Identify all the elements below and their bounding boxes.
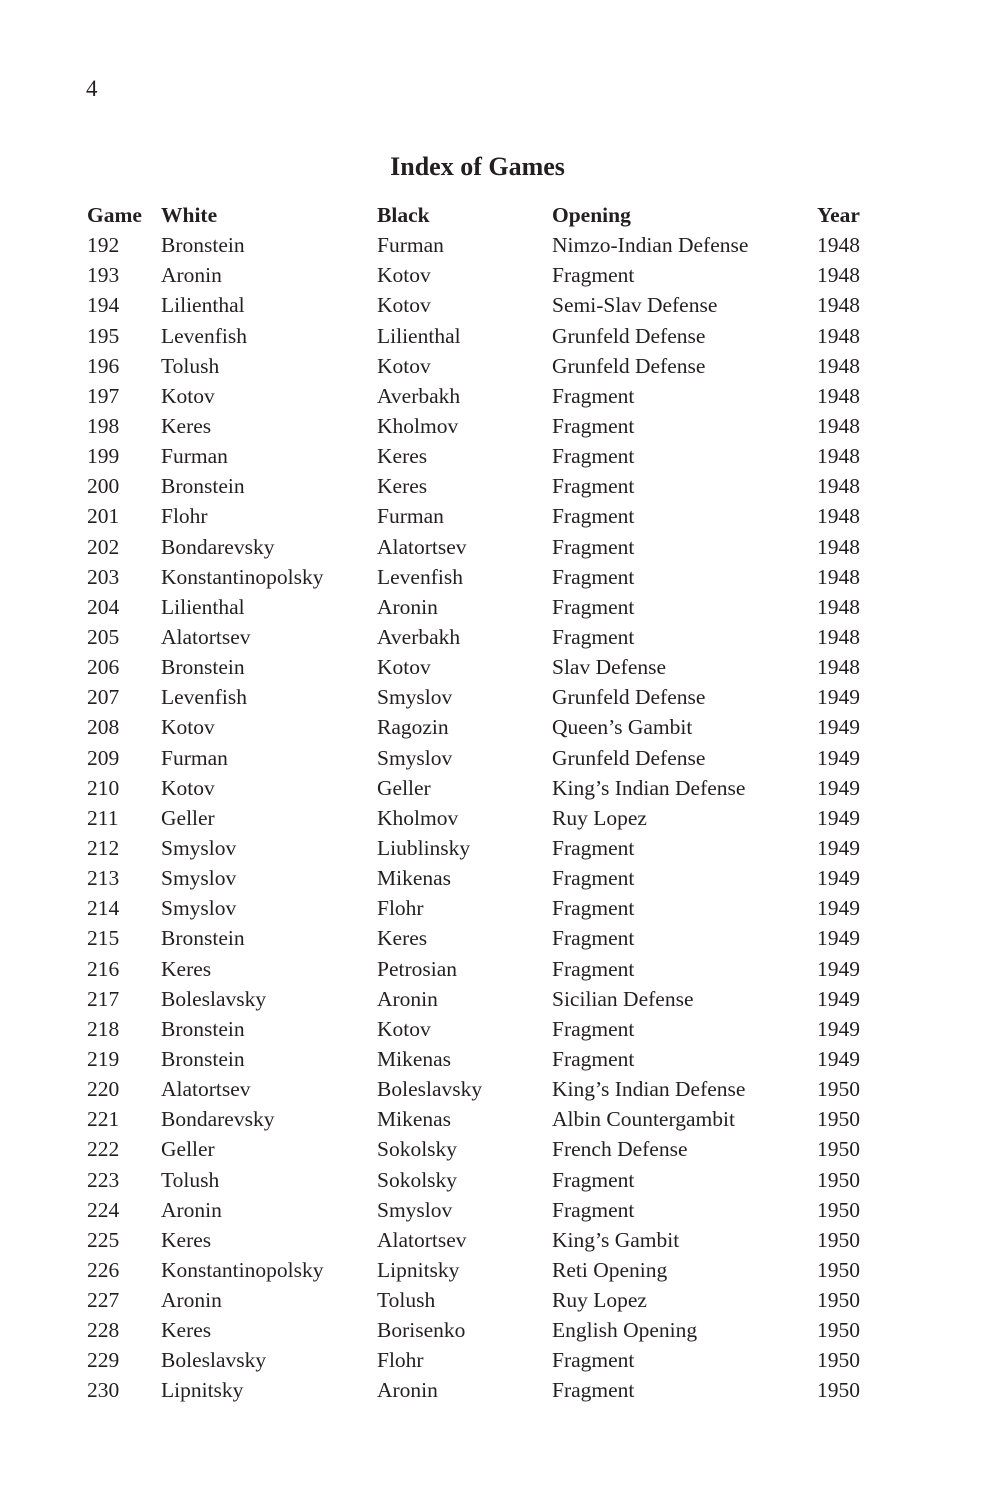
page-title: Index of Games (390, 152, 565, 181)
table-row (87, 1104, 877, 1134)
black-player-cell: Furman (377, 504, 444, 529)
table-row (87, 260, 877, 290)
game-number-cell: 201 (87, 504, 120, 529)
table-row (87, 562, 877, 592)
game-number-cell: 219 (87, 1046, 120, 1071)
table-row (87, 592, 877, 622)
black-player-cell: Kotov (377, 353, 431, 378)
white-player-cell: Bondarevsky (161, 1107, 275, 1132)
black-player-cell: Averbakh (377, 383, 461, 408)
table-row (87, 984, 877, 1014)
table-row (87, 1315, 877, 1345)
table-row (87, 411, 877, 441)
opening-cell: Grunfeld Defense (552, 745, 706, 770)
games-index-table (87, 200, 877, 1406)
opening-cell: Fragment (552, 504, 635, 529)
white-player-cell: Furman (161, 444, 228, 469)
table-row (87, 1165, 877, 1195)
white-player-cell: Aronin (161, 1288, 222, 1313)
opening-cell: Fragment (552, 1197, 635, 1222)
year-cell: 1949 (817, 1016, 860, 1041)
year-cell: 1950 (817, 1348, 860, 1373)
year-cell: 1949 (817, 986, 860, 1011)
black-player-cell: Kholmov (377, 413, 459, 438)
white-player-cell: Levenfish (161, 685, 247, 710)
table-header-row (87, 200, 877, 230)
game-number-cell: 229 (87, 1348, 120, 1373)
white-player-cell: Furman (161, 745, 228, 770)
white-player-cell: Geller (161, 1137, 215, 1162)
year-cell: 1948 (817, 655, 860, 680)
white-player-cell: Bronstein (161, 233, 245, 258)
year-cell: 1948 (817, 413, 860, 438)
opening-cell: Fragment (552, 926, 635, 951)
black-player-cell: Aronin (377, 594, 438, 619)
table-row (87, 471, 877, 501)
table-row (87, 743, 877, 773)
table-row (87, 1225, 877, 1255)
white-player-cell: Smyslov (161, 835, 237, 860)
white-player-cell: Lilienthal (161, 293, 245, 318)
game-number-cell: 207 (87, 685, 120, 710)
game-number-cell: 213 (87, 866, 120, 891)
black-player-cell: Kotov (377, 293, 431, 318)
game-number-cell: 222 (87, 1137, 120, 1162)
white-player-cell: Keres (161, 1227, 212, 1252)
opening-cell: Albin Countergambit (552, 1107, 735, 1132)
game-number-cell: 216 (87, 956, 120, 981)
black-player-cell: Flohr (377, 1348, 424, 1373)
table-row (87, 863, 877, 893)
black-player-cell: Keres (377, 474, 428, 499)
table-row (87, 1255, 877, 1285)
game-number-cell: 204 (87, 594, 120, 619)
game-number-cell: 226 (87, 1257, 120, 1282)
white-player-cell: Boleslavsky (161, 986, 267, 1011)
table-row (87, 803, 877, 833)
white-player-cell: Alatortsev (161, 624, 251, 649)
table-row (87, 652, 877, 682)
year-cell: 1948 (817, 534, 860, 559)
year-cell: 1948 (817, 383, 860, 408)
game-number-cell: 205 (87, 624, 120, 649)
column-header-black: Black (377, 203, 430, 227)
white-player-cell: Bronstein (161, 1016, 245, 1041)
year-cell: 1948 (817, 353, 860, 378)
year-cell: 1950 (817, 1288, 860, 1313)
column-header-opening: Opening (552, 203, 631, 227)
black-player-cell: Alatortsev (377, 534, 467, 559)
year-cell: 1948 (817, 504, 860, 529)
table-row (87, 230, 877, 260)
year-cell: 1950 (817, 1197, 860, 1222)
game-number-cell: 203 (87, 564, 120, 589)
opening-cell: Fragment (552, 474, 635, 499)
white-player-cell: Keres (161, 1318, 212, 1343)
game-number-cell: 227 (87, 1288, 120, 1313)
white-player-cell: Geller (161, 805, 215, 830)
opening-cell: Fragment (552, 263, 635, 288)
table-row (87, 1074, 877, 1104)
opening-cell: Fragment (552, 1348, 635, 1373)
table-row (87, 923, 877, 953)
black-player-cell: Keres (377, 444, 428, 469)
black-player-cell: Sokolsky (377, 1167, 458, 1192)
black-player-cell: Furman (377, 233, 444, 258)
page-number: 4 (86, 76, 98, 101)
opening-cell: Reti Opening (552, 1257, 668, 1282)
white-player-cell: Bronstein (161, 474, 245, 499)
game-number-cell: 194 (87, 293, 120, 318)
table-row (87, 1014, 877, 1044)
black-player-cell: Kotov (377, 655, 431, 680)
opening-cell: Fragment (552, 444, 635, 469)
opening-cell: Fragment (552, 866, 635, 891)
game-number-cell: 198 (87, 413, 120, 438)
game-number-cell: 209 (87, 745, 120, 770)
white-player-cell: Aronin (161, 263, 222, 288)
year-cell: 1948 (817, 474, 860, 499)
game-number-cell: 192 (87, 233, 120, 258)
white-player-cell: Tolush (161, 353, 220, 378)
white-player-cell: Lipnitsky (161, 1378, 244, 1403)
game-number-cell: 202 (87, 534, 120, 559)
year-cell: 1948 (817, 564, 860, 589)
year-cell: 1948 (817, 323, 860, 348)
game-number-cell: 214 (87, 896, 120, 921)
white-player-cell: Bondarevsky (161, 534, 275, 559)
black-player-cell: Boleslavsky (377, 1077, 483, 1102)
column-header-year: Year (817, 203, 860, 227)
opening-cell: French Defense (552, 1137, 688, 1162)
table-row (87, 441, 877, 471)
black-player-cell: Alatortsev (377, 1227, 467, 1252)
table-row (87, 321, 877, 351)
game-number-cell: 220 (87, 1077, 120, 1102)
table-row (87, 712, 877, 742)
opening-cell: Fragment (552, 564, 635, 589)
table-row (87, 682, 877, 712)
table-row (87, 1285, 877, 1315)
white-player-cell: Boleslavsky (161, 1348, 267, 1373)
year-cell: 1948 (817, 444, 860, 469)
year-cell: 1949 (817, 956, 860, 981)
opening-cell: Queen’s Gambit (552, 715, 693, 740)
year-cell: 1949 (817, 1046, 860, 1071)
table-row (87, 893, 877, 923)
table-row (87, 290, 877, 320)
white-player-cell: Smyslov (161, 866, 237, 891)
table-row (87, 1195, 877, 1225)
game-number-cell: 224 (87, 1197, 120, 1222)
game-number-cell: 223 (87, 1167, 120, 1192)
column-header-game: Game (87, 203, 142, 227)
opening-cell: Ruy Lopez (552, 805, 647, 830)
white-player-cell: Keres (161, 413, 212, 438)
game-number-cell: 197 (87, 383, 120, 408)
game-number-cell: 221 (87, 1107, 120, 1132)
opening-cell: Slav Defense (552, 655, 667, 680)
opening-cell: Fragment (552, 534, 635, 559)
table-row (87, 954, 877, 984)
year-cell: 1949 (817, 775, 860, 800)
white-player-cell: Kotov (161, 715, 215, 740)
opening-cell: King’s Indian Defense (552, 1077, 746, 1102)
black-player-cell: Liublinsky (377, 835, 471, 860)
black-player-cell: Keres (377, 926, 428, 951)
white-player-cell: Smyslov (161, 896, 237, 921)
black-player-cell: Sokolsky (377, 1137, 458, 1162)
opening-cell: Fragment (552, 594, 635, 619)
year-cell: 1948 (817, 263, 860, 288)
white-player-cell: Tolush (161, 1167, 220, 1192)
black-player-cell: Mikenas (377, 1107, 452, 1132)
white-player-cell: Lilienthal (161, 594, 245, 619)
opening-cell: Semi-Slav Defense (552, 293, 718, 318)
black-player-cell: Mikenas (377, 866, 452, 891)
opening-cell: Sicilian Defense (552, 986, 694, 1011)
opening-cell: Fragment (552, 624, 635, 649)
black-player-cell: Smyslov (377, 685, 453, 710)
white-player-cell: Levenfish (161, 323, 247, 348)
year-cell: 1949 (817, 685, 860, 710)
table-row (87, 773, 877, 803)
year-cell: 1950 (817, 1167, 860, 1192)
white-player-cell: Konstantinopolsky (161, 564, 324, 589)
game-number-cell: 215 (87, 926, 120, 951)
white-player-cell: Keres (161, 956, 212, 981)
white-player-cell: Bronstein (161, 655, 245, 680)
black-player-cell: Kholmov (377, 805, 459, 830)
black-player-cell: Averbakh (377, 624, 461, 649)
year-cell: 1949 (817, 926, 860, 951)
black-player-cell: Lilienthal (377, 323, 461, 348)
opening-cell: King’s Indian Defense (552, 775, 746, 800)
game-number-cell: 230 (87, 1378, 120, 1403)
game-number-cell: 196 (87, 353, 120, 378)
year-cell: 1950 (817, 1137, 860, 1162)
white-player-cell: Aronin (161, 1197, 222, 1222)
year-cell: 1949 (817, 805, 860, 830)
table-row (87, 622, 877, 652)
year-cell: 1948 (817, 594, 860, 619)
black-player-cell: Kotov (377, 1016, 431, 1041)
year-cell: 1950 (817, 1318, 860, 1343)
opening-cell: King’s Gambit (552, 1227, 680, 1252)
white-player-cell: Bronstein (161, 926, 245, 951)
year-cell: 1950 (817, 1077, 860, 1102)
opening-cell: Ruy Lopez (552, 1288, 647, 1313)
black-player-cell: Flohr (377, 896, 424, 921)
game-number-cell: 228 (87, 1318, 120, 1343)
white-player-cell: Alatortsev (161, 1077, 251, 1102)
white-player-cell: Kotov (161, 775, 215, 800)
opening-cell: Grunfeld Defense (552, 323, 706, 348)
black-player-cell: Aronin (377, 986, 438, 1011)
opening-cell: Grunfeld Defense (552, 353, 706, 378)
game-number-cell: 225 (87, 1227, 120, 1252)
black-player-cell: Lipnitsky (377, 1257, 460, 1282)
table-row (87, 501, 877, 531)
opening-cell: Fragment (552, 1378, 635, 1403)
opening-cell: Fragment (552, 835, 635, 860)
year-cell: 1949 (817, 745, 860, 770)
table-row (87, 1044, 877, 1074)
opening-cell: Fragment (552, 1046, 635, 1071)
game-number-cell: 200 (87, 474, 120, 499)
opening-cell: Fragment (552, 413, 635, 438)
opening-cell: English Opening (552, 1318, 698, 1343)
year-cell: 1949 (817, 866, 860, 891)
year-cell: 1948 (817, 233, 860, 258)
black-player-cell: Kotov (377, 263, 431, 288)
black-player-cell: Mikenas (377, 1046, 452, 1071)
opening-cell: Fragment (552, 1016, 635, 1041)
year-cell: 1948 (817, 293, 860, 318)
year-cell: 1950 (817, 1378, 860, 1403)
black-player-cell: Aronin (377, 1378, 438, 1403)
game-number-cell: 217 (87, 986, 120, 1011)
opening-cell: Fragment (552, 383, 635, 408)
white-player-cell: Bronstein (161, 1046, 245, 1071)
black-player-cell: Tolush (377, 1288, 436, 1313)
white-player-cell: Flohr (161, 504, 208, 529)
black-player-cell: Petrosian (377, 956, 458, 981)
opening-cell: Fragment (552, 956, 635, 981)
opening-cell: Grunfeld Defense (552, 685, 706, 710)
white-player-cell: Kotov (161, 383, 215, 408)
opening-cell: Fragment (552, 1167, 635, 1192)
game-number-cell: 195 (87, 323, 120, 348)
table-row (87, 351, 877, 381)
year-cell: 1949 (817, 835, 860, 860)
black-player-cell: Geller (377, 775, 431, 800)
year-cell: 1948 (817, 624, 860, 649)
black-player-cell: Smyslov (377, 1197, 453, 1222)
column-header-white: White (161, 203, 218, 227)
game-number-cell: 211 (87, 805, 119, 830)
game-number-cell: 210 (87, 775, 120, 800)
table-row (87, 1134, 877, 1164)
table-row (87, 381, 877, 411)
game-number-cell: 212 (87, 835, 120, 860)
year-cell: 1950 (817, 1257, 860, 1282)
opening-cell: Nimzo-Indian Defense (552, 233, 749, 258)
game-number-cell: 193 (87, 263, 120, 288)
table-body (87, 230, 877, 1405)
year-cell: 1949 (817, 896, 860, 921)
year-cell: 1950 (817, 1107, 860, 1132)
table-row (87, 1345, 877, 1375)
black-player-cell: Ragozin (377, 715, 449, 740)
opening-cell: Fragment (552, 896, 635, 921)
game-number-cell: 206 (87, 655, 120, 680)
game-number-cell: 208 (87, 715, 120, 740)
game-number-cell: 199 (87, 444, 120, 469)
table-row (87, 532, 877, 562)
year-cell: 1949 (817, 715, 860, 740)
table-row (87, 833, 877, 863)
black-player-cell: Borisenko (377, 1318, 466, 1343)
table-row (87, 1375, 877, 1405)
black-player-cell: Levenfish (377, 564, 463, 589)
year-cell: 1950 (817, 1227, 860, 1252)
white-player-cell: Konstantinopolsky (161, 1257, 324, 1282)
game-number-cell: 218 (87, 1016, 120, 1041)
black-player-cell: Smyslov (377, 745, 453, 770)
